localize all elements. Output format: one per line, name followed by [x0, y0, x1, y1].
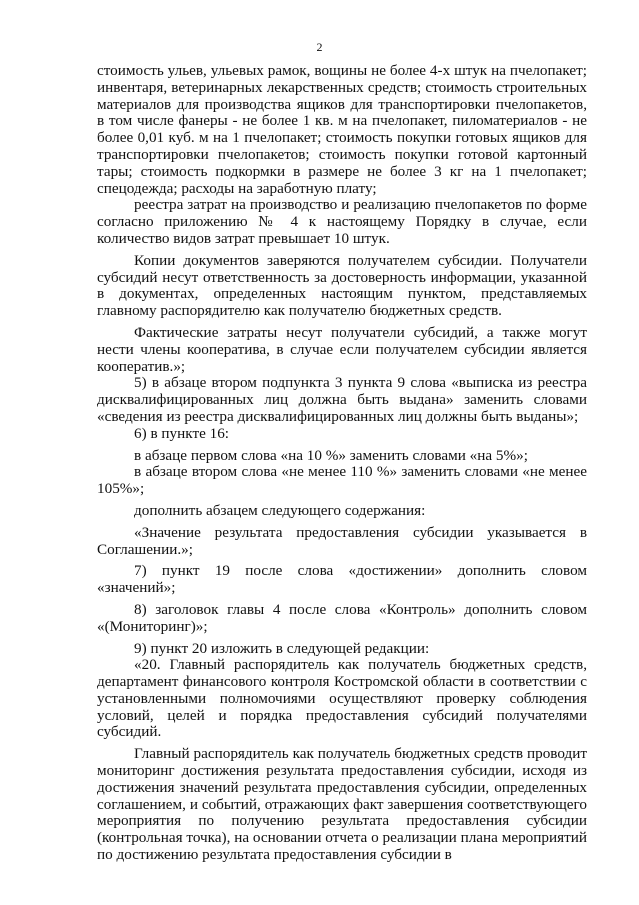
- paragraph-item-7: 7) пункт 19 после слова «достижении» дополнить словом «значений»;: [97, 562, 587, 597]
- paragraph-item-5: 5) в абзаце втором подпункта 3 пункта 9 слова «выписка из реестра дисквалифицированных лиц должна быть выдана» заменить словами «сведения из реестра дисквалифицированных лиц должны быть выданы»;: [97, 374, 587, 425]
- paragraph-point-20: «20. Главный распорядитель как получатель бюджетных средств, департамент финансового контроля Костромской области в соответствии с установленными полномочиями осуществляют проверку соблюдения условий, целей и порядка предоставления субсидий получателями субсидий.: [97, 656, 587, 741]
- paragraph-item-6-quote: «Значение результата предоставления субсидии указывается в Соглашении.»;: [97, 523, 587, 558]
- paragraph-costs-list: стоимость ульев, ульевых рамок, вощины не более 4-х штук на пчелопакет; инвентаря, ветеринарных лекарственных средств; стоимость строительных материалов для производства ящиков для транспортировки пчелопакетов, в том числе фанеры - не более 1 кв. м на пчелопакет, пиломатериалов - не более 0,01 куб. м на 1 пчелопакет; стоимость покупки готовых ящиков для транспортировки пчелопакетов; стоимость покупки готовой картонный тары; стоимость подкормки в размере не более 3 кг на 1 пчелопакет; спецодежда; расходы на заработную плату;: [97, 62, 587, 197]
- paragraph-item-6-first: в абзаце первом слова «на 10 %» заменить словами «на 5%»;: [134, 446, 528, 464]
- paragraph-item-6: 6) в пункте 16:: [134, 424, 230, 442]
- document-body: [97, 63, 587, 864]
- page-number: 2: [316, 40, 323, 54]
- paragraph-item-6-add: дополнить абзацем следующего содержания:: [134, 501, 426, 519]
- paragraph-item-9: 9) пункт 20 изложить в следующей редакции:: [134, 639, 430, 657]
- paragraph-monitoring: Главный распорядитель как получатель бюджетных средств проводит мониторинг достижения результата предоставления субсидии, исходя из достижения значений результата предоставления субсидии, определенных соглашением, и событий, отражающих факт завершения соответствующего мероприятия по получению результата предоставления субсидии (контрольная точка), на основании отчета о реализации плана мероприятий по достижению результата предоставления субсидии в: [97, 745, 587, 864]
- paragraph-document-copies: Копии документов заверяются получателем субсидии. Получатели субсидий несут ответственность за достоверность информации, указанной в документах, определенных настоящим пунктом, представляемых главному распорядителю как получателю бюджетных средств.: [97, 251, 587, 320]
- paragraph-cost-register: реестра затрат на производство и реализацию пчелопакетов по форме согласно приложению № 4 к настоящему Порядку в случае, если количество видов затрат превышает 10 штук.: [97, 196, 587, 247]
- paragraph-item-8: 8) заголовок главы 4 после слова «Контроль» дополнить словом «(Мониторинг)»;: [97, 600, 587, 635]
- paragraph-item-6-second: в абзаце втором слова «не менее 110 %» заменить словами «не менее 105%»;: [97, 463, 587, 498]
- paragraph-actual-costs: Фактические затраты несут получатели субсидий, а также могут нести члены кооператива, в случае если получателем субсидии является кооператив.»;: [97, 323, 587, 375]
